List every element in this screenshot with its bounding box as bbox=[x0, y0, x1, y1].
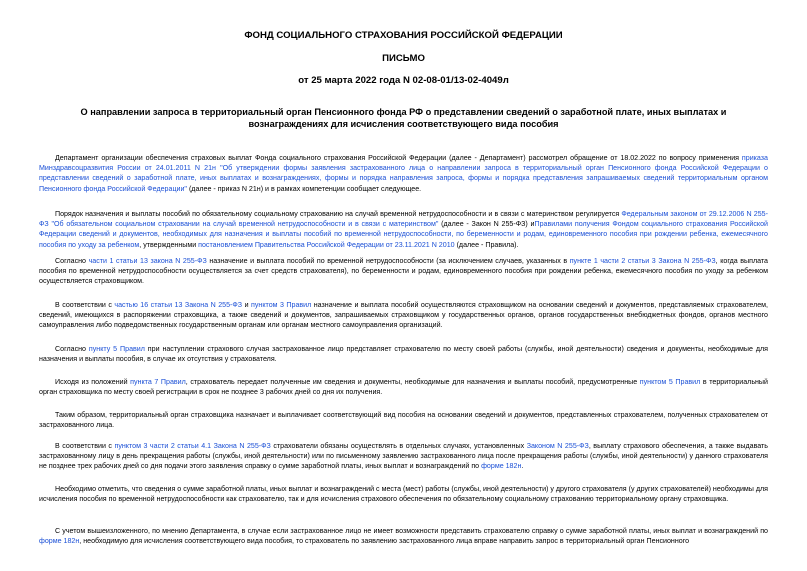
text-run: Исходя из положений bbox=[55, 378, 131, 386]
text-run: страхователи обязаны осуществлять в отдельных случаях, установленных bbox=[270, 442, 527, 450]
text-run: Таким образом, территориальный орган страховщика назначает и выплачивает соответствующий вид пособия на основании сведений и документов, представленных страхователем, полученных страхователем от застрахованного лица. bbox=[39, 411, 768, 430]
text-run: , утвержденными bbox=[139, 240, 199, 249]
link-item5-rules[interactable]: пункту 5 Правил bbox=[88, 345, 145, 353]
text-run: Департамент организации обеспечения страховых выплат Фонда социального страхования Российской Федерации (далее - Департамент) рассмотрел обращение от 18.02.2022 по вопросу применения bbox=[55, 154, 742, 162]
document-date-number: от 25 марта 2022 года N 02-08-01/13-02-4049л bbox=[298, 75, 509, 86]
link-form-182n-2[interactable]: форме 182н bbox=[39, 537, 80, 546]
paragraph-10 bbox=[39, 526, 768, 546]
paragraph-8 bbox=[39, 441, 768, 472]
document-type-heading: ПИСЬМО bbox=[382, 53, 425, 64]
paragraph-7 bbox=[39, 410, 768, 430]
link-law-255fz[interactable]: Законом N 255-ФЗ bbox=[526, 442, 589, 450]
text-run: и bbox=[242, 301, 252, 309]
text-run: С учетом вышеизложенного, по мнению Департамента, в случае если застрахованное лицо не имеет возможности представить страхователю справку о сумме заработной платы, иных выплат и вознаграждений по bbox=[55, 527, 768, 535]
paragraph-4 bbox=[39, 300, 768, 331]
text-run: Согласно bbox=[55, 257, 89, 265]
text-run: Согласно bbox=[55, 345, 89, 353]
paragraph-5 bbox=[39, 344, 768, 364]
paragraph-3 bbox=[39, 256, 768, 287]
text-run: (далее - приказ N 21н) и в рамках компетенции сообщает следующее. bbox=[186, 184, 422, 193]
text-run: Порядок назначения и выплаты пособий по обязательному социальному страхованию на случай временной нетрудоспособности и в связи с материнством регулируется bbox=[55, 210, 622, 218]
text-run: В соответствии с bbox=[55, 442, 115, 450]
text-run: . bbox=[521, 462, 524, 471]
link-part16-article13[interactable]: частью 16 статьи 13 Закона N 255-ФЗ bbox=[114, 301, 243, 309]
paragraph-1 bbox=[39, 153, 768, 194]
text-run: , выплату страхового обеспечения, а также выдавать застрахованному лицу в день прекращения работы (службы, иной деятельности) или по письменному заявлению застрахованного лица после прекращения работы (службы, иной деятельности) у данного страхователя не позднее трех рабочих дней со дня подачи этого заявления справку о сумме заработной платы, иных выплат и вознаграждений по bbox=[39, 442, 769, 471]
link-government-decree-2010[interactable]: постановлением Правительства Российской Федерации от 23.11.2021 N 2010 bbox=[198, 240, 455, 249]
link-federal-law-255fz[interactable]: Федеральным законом от 29.12.2006 N 255-ФЗ "Об обязательном социальном страховании на случай временной нетрудоспособности и в связи с материнством" bbox=[39, 210, 768, 229]
text-run: , необходимую для исчисления соответствующего вида пособия, то страхователь по заявлению застрахованного лица вправе направить запрос в территориальный орган Пенсионного bbox=[79, 537, 690, 546]
text-run: , страхователь передает полученные им сведения и документы, необходимые для назначения и выплаты пособий, предусмотренные bbox=[185, 378, 640, 386]
link-item1-part2-article3[interactable]: пункте 1 части 2 статьи 3 Закона N 255-ФЗ bbox=[569, 257, 716, 265]
text-run: (далее - Закон N 255-ФЗ) и bbox=[438, 220, 535, 229]
text-run: , когда выплата пособия по временной нетрудоспособности осуществляется за счет средств страхователя), по беременности и родам, единовременного пособия при рождении ребенка, ежемесячного пособия по уходу за ребенком осуществляется страховщиком. bbox=[39, 257, 769, 286]
link-rules[interactable]: Правилами получения Фондом социального страхования Российской Федерации сведений и документов, необходимых для назначения и выплаты пособий по временной нетрудоспособности, по беременности и родам, единовременного пособия при рождении ребенка, ежемесячного пособия по уходу за ребенком bbox=[39, 220, 768, 249]
link-part1-article13[interactable]: части 1 статьи 13 закона N 255-ФЗ bbox=[88, 257, 207, 265]
link-item5-rules-2[interactable]: пунктом 5 Правил bbox=[639, 378, 701, 386]
link-item3-part2-article4-1[interactable]: пунктом 3 части 2 статьи 4.1 Закона N 255-ФЗ bbox=[114, 442, 271, 450]
paragraph-2 bbox=[39, 209, 768, 250]
text-run: назначение и выплата пособий по временной нетрудоспособности (за исключением случаев, указанных в bbox=[206, 257, 570, 265]
paragraph-9 bbox=[39, 484, 768, 504]
text-run: в территориальный орган страховщика по месту своей регистрации в срок не позднее 3 рабочих дней со дня их получения. bbox=[39, 378, 768, 397]
organization-heading: ФОНД СОЦИАЛЬНОГО СТРАХОВАНИЯ РОССИЙСКОЙ ФЕДЕРАЦИИ bbox=[244, 30, 563, 41]
text-run: Необходимо отметить, что сведения о сумме заработной платы, иных выплат и вознаграждений с места (мест) работы (службы, иной деятельности) у другого страхователя (у других страхователей) необходимы для исчисления пособия по временной нетрудоспособности как страхователю, так и для исчисления страхового обеспечения по обязательному социальному страхованию территориальному органу страховщика. bbox=[39, 485, 768, 504]
link-item3-rules[interactable]: пунктом 3 Правил bbox=[251, 301, 312, 309]
link-form-182n[interactable]: форме 182н bbox=[481, 462, 522, 471]
text-run: назначение и выплата пособий осуществляются страховщиком на основании сведений и документов, представляемых страхователем, сведений, имеющихся в распоряжении страховщика, а также сведений и документов, запрашиваемых страховщиком у государственных органов, органов государственных внебюджетных фондов, органов местного самоуправления либо подведомственных государственным органам или органам местного самоуправления организаций. bbox=[39, 301, 769, 330]
link-order-21n[interactable]: приказа Минздравсоцразвития России от 24.01.2011 N 21н "Об утверждении формы заявления застрахованного лица о направлении запроса в территориальный орган Пенсионного фонда Российской Федерации о представлении сведений о заработной плате, иных выплатах и вознаграждениях, формы и порядка направления запроса, формы и порядка представления запрашиваемых сведений территориальным органом Пенсионного фонда Российской Федерации" bbox=[39, 154, 768, 193]
document-subject: О направлении запроса в территориальный орган Пенсионного фонда РФ о представлении сведений о заработной плате, иных выплатах и вознаграждениях для исчисления соответствующего вида пособия bbox=[80, 107, 727, 129]
link-item7-rules[interactable]: пункта 7 Правил bbox=[130, 378, 186, 386]
paragraph-6 bbox=[39, 377, 768, 397]
text-run: при наступлении страхового случая застрахованное лицо представляет страхователю по месту своей работы (службы, иной деятельности) сведения и документы, необходимые для назначения и выплаты пособия, в случае их отсутствия у страхователя. bbox=[39, 345, 768, 364]
text-run: (далее - Правила). bbox=[454, 240, 519, 249]
text-run: В соответствии с bbox=[55, 301, 115, 309]
